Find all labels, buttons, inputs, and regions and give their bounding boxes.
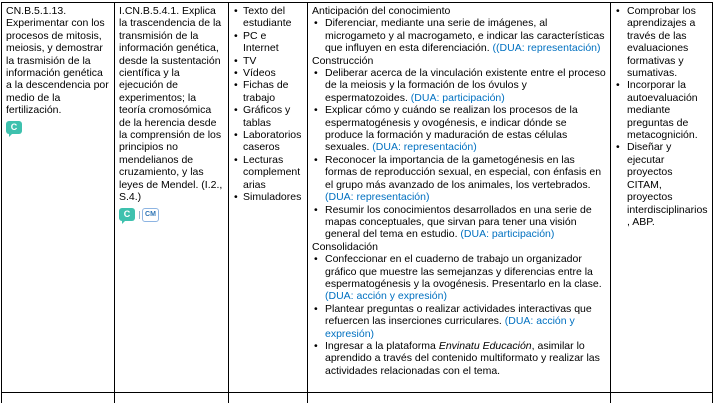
empty-cell	[611, 393, 713, 403]
activity-text: Diferenciar, mediante una serie de imágenes, al microgameto y al macrogameto, e indicar las características que influyen en esta diferenciación.	[325, 17, 605, 55]
list-item: • Diseñar y ejecutar proyectos CITAM, proyectos interdisciplinarios, ABP.	[616, 141, 708, 228]
next-row-stub	[2, 393, 713, 403]
comment-bubble-icon	[119, 208, 135, 221]
list-item: • TV	[234, 55, 303, 67]
comment-bubble-icon	[6, 121, 22, 134]
dua-tag: (DUA: acción y expresión)	[325, 315, 575, 340]
activity-text: Deliberar acerca de la vinculación existente entre el proceso de la meiosis y la formación de los óvulos y espermatozoides.	[325, 67, 606, 104]
indicator-text: I.CN.B.5.4.1. Explica la trascendencia de la transmisión de la información genética, desde la sustentación científica y la ejecución de experimentos; la teoría cromosómica de la herencia desde la comprensión de los principios no mendelianos de cruzamiento, y las leyes de Mendel. (I.2., S.4.)	[119, 5, 223, 204]
activity-item	[312, 154, 606, 204]
resources-list	[233, 5, 303, 204]
activity-item	[312, 253, 606, 303]
comment-bubble-label: C	[123, 209, 131, 219]
activity-item	[312, 104, 606, 154]
dua-tag: ((DUA: representación)	[489, 42, 601, 55]
dua-tag: (DUA: representación)	[325, 191, 430, 204]
indicator-badges	[119, 208, 224, 222]
indicator-cell	[115, 3, 229, 393]
activity-text: Ingresar a la plataforma	[325, 339, 439, 352]
activities-content	[312, 5, 606, 377]
list-item: • Incorporar la autoevaluación mediante preguntas de metacognición.	[616, 79, 708, 141]
activity-item	[312, 67, 606, 104]
platform-name: Envinatu Educación	[438, 339, 532, 352]
activity-text: Reconocer la importancia de la gametogénesis en las formas de reproducción sexual, en especial, con énfasis en el grupo más avanzado de los animales, los vertebrados.	[325, 153, 602, 191]
list-item: • Vídeos	[234, 67, 303, 79]
activity-item	[312, 340, 606, 377]
list-item: • Simuladores	[234, 191, 303, 203]
list-item: • Comprobar los aprendizajes a través de las evaluaciones formativas y sumativas.	[616, 5, 708, 79]
empty-cell	[308, 393, 611, 403]
list-item: • Laboratorios caseros	[234, 129, 303, 154]
activities-cell	[308, 3, 611, 393]
list-item: • PC e Internet	[234, 30, 303, 55]
curriculum-table	[1, 2, 713, 403]
activity-text: Plantear preguntas o realizar actividades interactivas que refuercen las inserciones curriculares.	[325, 302, 592, 328]
activity-text: Confeccionar en el cuaderno de trabajo un organizador gráfico que muestre las semejanzas y diferencias entre la espermatogénesis y la ovogénesis. Presentarlo en la clase.	[325, 253, 602, 290]
activity-list	[312, 253, 606, 377]
evaluation-list	[615, 5, 708, 228]
objective-text: CN.B.5.1.13. Experimentar con los procesos de mitosis, meiosis, y demostrar la trasmisión de la información genética a la descendencia por medio de la fertilización.	[6, 5, 109, 117]
activity-item	[312, 204, 606, 241]
objective-badges	[6, 121, 110, 134]
empty-cell	[2, 393, 115, 403]
phase-heading: Construcción	[312, 54, 374, 67]
activity-text: , asimilar lo aprendido a través del contenido multiformato y realizar las actividades relacionadas con el tema.	[325, 339, 600, 377]
objective-cell	[2, 3, 115, 393]
activity-list	[312, 67, 606, 241]
list-item: • Texto del estudiante	[234, 5, 303, 30]
comment-bubble-label: C	[10, 121, 18, 132]
activity-text: Explicar cómo y cuándo se realizan los procesos de la espermatogénesis y ovogénesis, e indicar dónde se produce la formación y maduración de estas células sexuales.	[325, 104, 578, 154]
list-item: • Lecturas complementarias	[234, 154, 303, 191]
empty-cell	[229, 393, 308, 403]
list-item: • Gráficos y tablas	[234, 104, 303, 129]
cm-badge-icon	[142, 208, 159, 222]
cm-badge-label: CM	[145, 211, 156, 218]
dua-tag: (DUA: acción y expresión)	[325, 290, 447, 303]
table-row	[2, 3, 713, 393]
activity-text: Resumir los conocimientos desarrollados en una serie de mapas conceptuales, que sirvan para tener una visión general del tema en estudio.	[325, 203, 592, 241]
evaluation-cell	[611, 3, 713, 393]
dua-tag: (DUA: participación)	[457, 228, 555, 241]
activity-list	[312, 17, 606, 54]
list-item: • Fichas de trabajo	[234, 79, 303, 104]
activity-item	[312, 17, 606, 54]
dua-tag: (DUA: representación)	[369, 141, 477, 154]
phase-heading: Consolidación	[312, 240, 378, 253]
resources-cell	[229, 3, 308, 393]
empty-cell	[115, 393, 229, 403]
activity-item	[312, 303, 606, 340]
dua-tag: (DUA: participación)	[407, 91, 505, 104]
phase-heading: Anticipación del conocimiento	[312, 5, 451, 17]
